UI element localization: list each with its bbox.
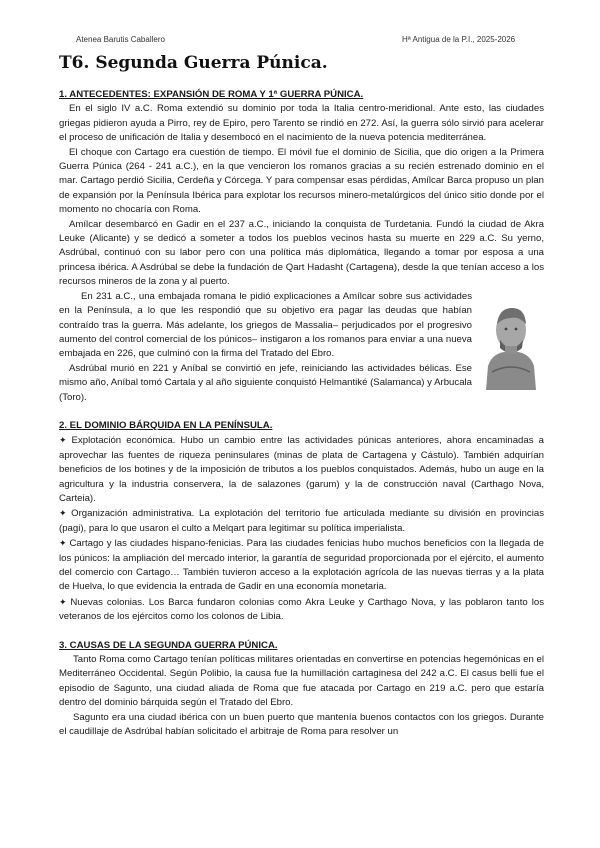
bullet-text: Explotación económica. Hubo un cambio entre las actividades púnicas anteriores, ahora encaminadas a aprovechar las fuentes de riqueza peninsulares (minas de plata de Cartagena y Cástulo). También adquirían beneficios de los botines y de la imposición de tributos a los pueblos conquistados. Además, hubo un auge en la agricultura y la industria conservera, la de salazones (garum) y la de construcción naval (Carthago Nova, Carteia). — [59, 435, 544, 504]
section-gap — [59, 625, 544, 639]
bullet-item — [59, 595, 544, 625]
bullet-text: Organización administrativa. La explotación del territorio fue articulada mediante su división en provincias (pagi), para lo que usaron el culto a Melqart para legitimar su política imperialista. — [59, 508, 544, 534]
paragraph: Sagunto era una ciudad ibérica con un buen puerto que mantenía buenos contactos con los griegos. Durante el caudillaje de Asdrúbal habían solicitado el arbitraje de Roma para resolver un — [59, 711, 544, 738]
paragraph: Asdrúbal murió en 221 y Aníbal se convirtió en jefe, reiniciando las actividades bélicas. Ese mismo año, Aníbal tomó Cartala y al año siguiente conquistó Helmantiké (Salamanca) y Arbucala (Toro). — [59, 362, 472, 403]
section-gap — [59, 405, 544, 419]
star-bullet-icon: ✦ — [59, 538, 70, 549]
section-heading-1: 1. ANTECEDENTES: EXPANSIÓN DE ROMA Y 1ª GUERRA PÚNICA. — [59, 89, 364, 100]
paragraph: En el siglo IV a.C. Roma extendió su dominio por toda la Italia centro-meridional. Ante esto, las ciudades griegas pidieron ayuda a Pirro, rey de Epiro, pero Tarento se rindió en 272. Así, la guerra sólo sirvió para acelerar el proceso de unificación de Italia y desembocó en el nacimiento de la nueva potencia mediterránea. — [59, 103, 544, 144]
bust-portrait-image — [478, 296, 544, 390]
paragraph: Tanto Roma como Cartago tenían políticas militares orientadas en convertirse en potencias hegemónicas en el Mediterráneo Occidental. Según Polibio, la causa fue la humillación cartaginesa del 242 a.C. El casus belli fue el episodio de Sagunto, una ciudad aliada de Roma que fue atacada por Cartago en 219 a.C. pero que estaría dentro del dominio bárquida según el Tratado del Ebro. — [59, 654, 544, 709]
bullet-item — [59, 433, 544, 506]
document-body — [59, 88, 544, 739]
bullet-item — [59, 536, 544, 595]
star-bullet-icon: ✦ — [59, 596, 71, 607]
star-bullet-icon: ✦ — [59, 508, 72, 519]
section-heading-2: 2. EL DOMINIO BÁRQUIDA EN LA PENÍNSULA. — [59, 419, 273, 431]
section-heading-3: 3. CAUSAS DE LA SEGUNDA GUERRA PÚNICA. — [59, 639, 278, 651]
header-author: Atenea Barutis Caballero — [76, 35, 165, 44]
page-title: T6. Segunda Guerra Púnica. — [59, 53, 328, 73]
paragraph: Amílcar desembarcó en Gadir en el 237 a.C., iniciando la conquista de Turdetania. Fundó la ciudad de Akra Leuke (Alicante) y se dedicó a someter a todos los pueblos vecinos hasta su muerte en 229 a.C. Su yerno, Asdrúbal, continuó con su labor pero con una política más diplomática, llegando a tomar por esposa a una princesa ibérica. A Asdrúbal se debe la fundación de Qart Hadasht (Cartagena), desde la que tenían acceso a los recursos mineros de la zona y al puerto. — [59, 218, 544, 288]
bullet-text: Cartago y las ciudades hispano-fenicias. Para las ciudades fenicias hubo muchos beneficios con la llegada de los púnicos: la ampliación del mercado interior, la garantía de seguridad proporcionada por el ejército, el aumento del comercio con Cartago… También tuvieron acceso a la explotación agrícola de las nuevas tierras y a la plata de Huelva, lo que evidencia la entrada de Gadir en una economía monetaria. — [59, 538, 544, 593]
bullet-text: Nuevas colonias. Los Barca fundaron colonias como Akra Leuke y Carthago Nova, y las poblaron tanto los veteranos de los ejércitos como los colonos de Libia. — [59, 596, 545, 623]
bullet-item — [59, 506, 544, 536]
paragraph: El choque con Cartago era cuestión de tiempo. El móvil fue el dominio de Sicilia, que dio origen a la Primera Guerra Púnica (264 - 241 a.C.), en la que vencieron los romanos gracias a su recién estrenado dominio en el mar. Cartago perdió Sicilia, Cerdeña y Córcega. Y para compensar esas pérdidas, Amílcar Barca propuso un plan de expansión por la Península Ibérica para explotar los recursos minero-metalúrgicos del único sitio donde por el momento no chocaría con Roma. — [59, 146, 544, 216]
star-bullet-icon: ✦ — [59, 435, 72, 446]
paragraph: En 231 a.C., una embajada romana le pidió explicaciones a Amílcar sobre sus actividades en la Península, a lo que les respondió que su objetivo era pagar las deudas que habían contraído tras la guerra. Más adelante, los griegos de Massalia– perjudicados por el progresivo aumento del control comercial de los púnicos– instigaron a los romanos para enviar a una nueva embajada en 226, que culminó con la firma del Tratado del Ebro. — [59, 290, 472, 360]
header-course: Hª Antigua de la P.I., 2025-2026 — [402, 35, 516, 44]
